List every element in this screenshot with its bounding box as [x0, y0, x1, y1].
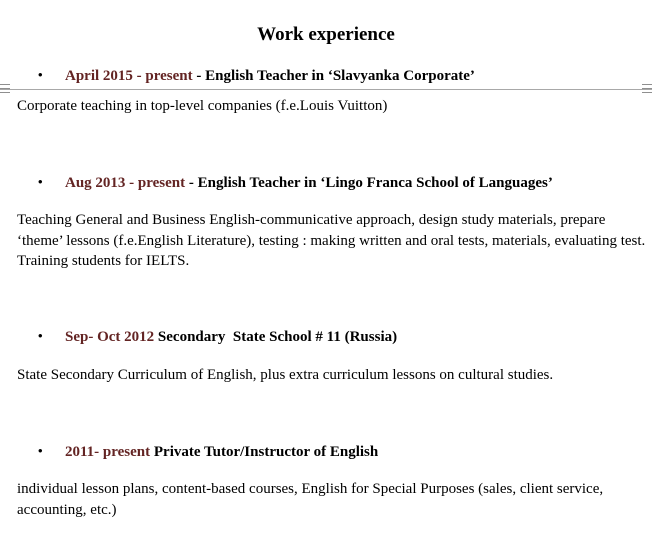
- entry-description: State Secondary Curriculum of English, plus extra curriculum lessons on cultural studies.: [17, 367, 554, 383]
- entry-position: Secondary State School # 11 (Russia): [157, 329, 398, 345]
- entry-date: 2011- present: [65, 444, 151, 460]
- entry-position: English Teacher in ‘Lingo Franca School of Languages’: [197, 175, 553, 191]
- entry-heading: [38, 172, 553, 193]
- entry-position: Private Tutor/Instructor of English: [153, 444, 379, 460]
- entry-description: Corporate teaching in top-level companies (f.e.Louis Vuitton): [17, 98, 388, 114]
- entry-separator: -: [185, 175, 198, 191]
- entry-date: Sep- Oct 2012: [65, 329, 155, 345]
- bullet-icon: •: [38, 443, 43, 458]
- entry-description: Teaching General and Business English-communicative approach, design study materials, prepare ‘theme’ lessons (f.e.English Literature), testing : making written and oral tests, materials, evaluating test. Training students for IELTS.: [17, 212, 646, 269]
- section-title: Work experience: [257, 24, 395, 45]
- entry-position: English Teacher in ‘Slavyanka Corporate’: [205, 68, 475, 84]
- table-resize-handle-right[interactable]: [642, 84, 652, 93]
- entry-heading: [38, 326, 397, 347]
- table-border-line: [0, 89, 652, 90]
- entry-date: Aug 2013 - present: [65, 175, 186, 191]
- entry-description: individual lesson plans, content-based courses, English for Special Purposes (sales, client service, accounting, etc.): [17, 481, 604, 518]
- entry-date: April 2015 - present: [65, 68, 193, 84]
- entry-heading: [38, 65, 475, 86]
- entry-heading: [38, 441, 378, 462]
- bullet-icon: •: [38, 174, 43, 189]
- bullet-icon: •: [38, 328, 43, 343]
- bullet-icon: •: [38, 67, 43, 82]
- entry-separator: -: [192, 68, 206, 84]
